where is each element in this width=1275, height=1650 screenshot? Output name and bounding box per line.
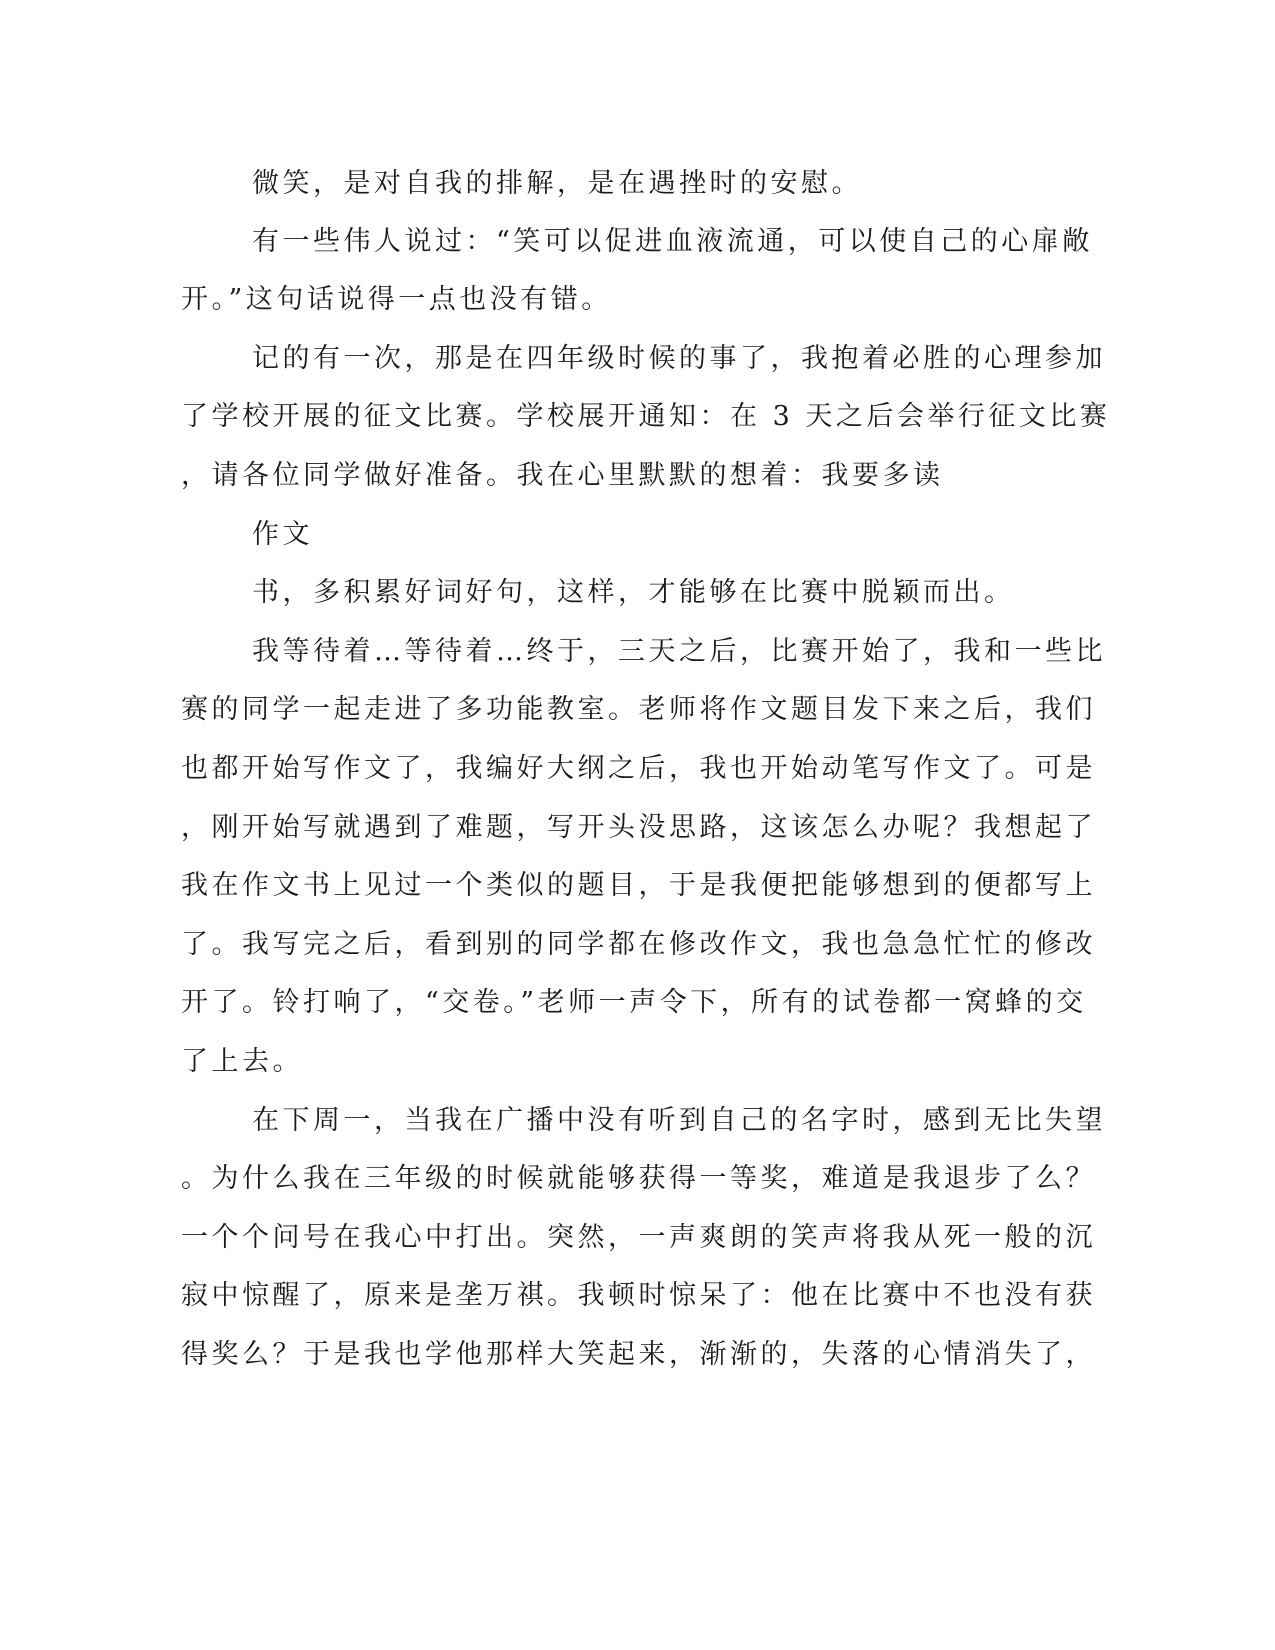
text-line: 在下周一，当我在广播中没有听到自己的名字时，感到无比失望 xyxy=(252,1105,1106,1136)
text-line: 得奖么？于是我也学他那样大笑起来，渐渐的，失落的心情消失了， xyxy=(181,1339,1096,1370)
text-line: 寂中惊醒了，原来是垄万祺。我顿时惊呆了：他在比赛中不也没有获 xyxy=(181,1280,1096,1311)
text-line: 有一些伟人说过：“笑可以促进血液流通，可以使自己的心扉敞 xyxy=(252,226,1093,257)
text-line: 了学校开展的征文比赛。学校展开通知：在 3 天之后会举行征文比赛 xyxy=(181,401,1111,432)
text-line: ，请各位同学做好准备。我在心里默默的想着：我要多读 xyxy=(181,460,944,491)
text-line: 一个个问号在我心中打出。突然，一声爽朗的笑声将我从死一般的沉 xyxy=(181,1222,1096,1253)
text-line: 了上去。 xyxy=(181,1046,303,1077)
text-line: 我在作文书上见过一个类似的题目，于是我便把能够想到的便都写上 xyxy=(181,870,1096,901)
text-line: 。为什么我在三年级的时候就能够获得一等奖，难道是我退步了么？ xyxy=(181,1163,1096,1194)
text-line: 作文 xyxy=(252,519,313,550)
text-line: 记的有一次，那是在四年级时候的事了，我抱着必胜的心理参加 xyxy=(252,343,1106,374)
text-line: 了。我写完之后，看到别的同学都在修改作文，我也急急忙忙的修改 xyxy=(181,929,1096,960)
text-line: 开。”这句话说得一点也没有错。 xyxy=(181,284,612,315)
text-line: 我等待着…等待着…终于，三天之后，比赛开始了，我和一些比 xyxy=(252,636,1106,667)
text-line: ，刚开始写就遇到了难题，写开头没思路，这该怎么办呢？我想起了 xyxy=(181,812,1096,843)
text-line: 开了。铃打响了，“交卷。”老师一声令下，所有的试卷都一窝蜂的交 xyxy=(181,987,1087,1018)
text-line: 微笑，是对自我的排解，是在遇挫时的安慰。 xyxy=(252,168,862,199)
text-line: 赛的同学一起走进了多功能教室。老师将作文题目发下来之后，我们 xyxy=(181,694,1096,725)
text-line: 书，多积累好词好句，这样，才能够在比赛中脱颖而出。 xyxy=(252,577,1015,608)
text-line: 也都开始写作文了，我编好大纲之后，我也开始动笔写作文了。可是 xyxy=(181,753,1096,784)
